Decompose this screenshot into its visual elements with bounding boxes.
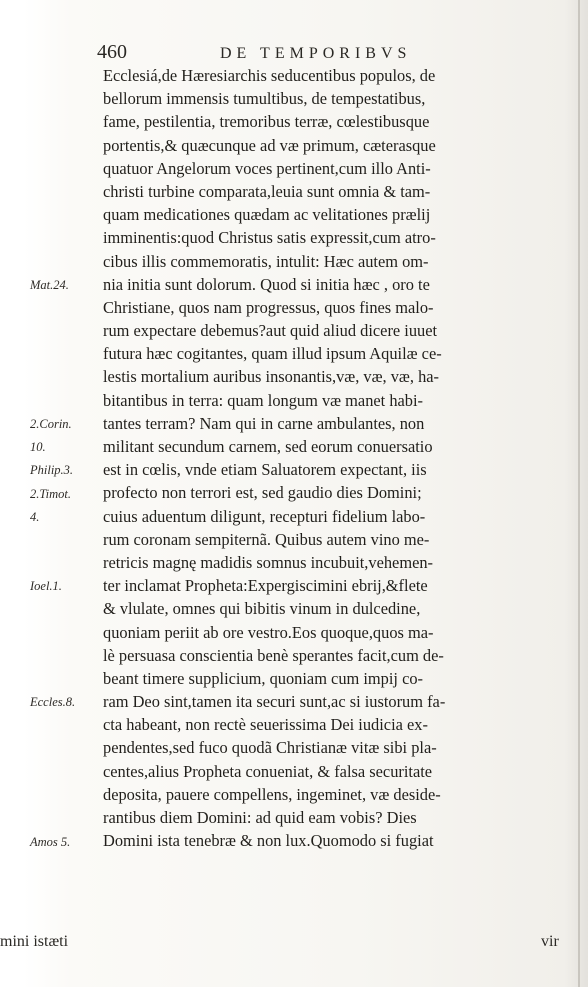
text-line: quoniam periit ab ore vestro.Eos quoque,quos ma-	[103, 622, 434, 642]
text-line: rum expectare debemus?aut quid aliud dicere iuuet	[103, 321, 438, 341]
text-line: cibus illis commemoratis, intulit: Hæc autem om-	[103, 251, 429, 271]
text-line: lè persuasa conscientia benè sperantes facit,cum de-	[103, 645, 444, 665]
margin-note: Philip.3.	[30, 463, 74, 478]
margin-note: Amos 5.	[30, 834, 71, 849]
text-line: ram Deo sint,tamen ita securi sunt,ac si iustorum fa-	[103, 692, 446, 712]
text-line: bitantibus in terra: quam longum væ manet habi-	[103, 390, 424, 410]
text-line: est in cœlis, vnde etiam Saluatorem expectant, iis	[103, 460, 427, 480]
margin-note: Mat.24.	[30, 277, 69, 292]
text-line: centes,alius Propheta conueniat, & falsa securitate	[103, 761, 433, 781]
text-line: pendentes,sed fuco quodã Christianæ vitæ sibi pla-	[103, 738, 437, 758]
text-line: militant secundum carnem, sed eorum conuersatio	[103, 437, 433, 456]
margin-note: Ioel.1.	[30, 579, 62, 594]
text-line: nia initia sunt dolorum. Quod si initia hæc , oro te	[103, 274, 430, 294]
running-title: DE TEMPORIBVS	[220, 45, 412, 62]
text-line: & vlulate, omnes qui bibitis vinum in dulcedine,	[103, 599, 421, 619]
margin-note: 10.	[30, 440, 46, 455]
body-text	[103, 64, 579, 852]
text-line: Domini ista tenebræ & non lux.Quomodo si fugiat	[103, 831, 434, 851]
text-line: rantibus diem Domini: ad quid eam vobis? Dies	[103, 808, 417, 827]
text-line: cta habeant, non rectè seuerissima Dei iudicia ex-	[103, 715, 428, 735]
text-line: ter inclamat Propheta:Expergiscimini ebrij,&flete	[103, 576, 428, 596]
text-line: fame, pestilentia, tremoribus terræ, cœlestibusque	[103, 112, 430, 132]
text-line: futura hæc cogitantes, quam illud ipsum Aquilæ ce-	[103, 344, 442, 364]
text-line: retricis magnę madidis somnus incubuit,vehemen-	[103, 552, 434, 572]
catchword: vir	[541, 933, 559, 950]
text-line: Ecclesiá,de Hæresiarchis seducentibus populos, de	[103, 66, 436, 85]
text-line: cuius aduentum diligunt, recepturi fidelium labo-	[103, 506, 426, 526]
text-line: quam medicationes quædam ac velitationes prælij	[103, 205, 431, 225]
text-line: Christiane, quos nam progressus, quos fines malo-	[103, 297, 434, 317]
page-number: 460	[97, 41, 127, 63]
text-line: rum coronam sempiternã. Quibus autem vino me-	[103, 529, 430, 549]
text-line: bellorum immensis tumultibus, de tempestatibus,	[103, 89, 426, 109]
text-line: imminentis:quod Christus satis expressit,cum atro-	[103, 228, 436, 248]
margin-note: 2.Corin.	[30, 417, 72, 431]
text-line: lestis mortalium auribus insonantis,væ, væ, væ, ha-	[103, 367, 439, 387]
facing-page-fragment: mini istæti	[0, 933, 69, 950]
text-line: profecto non terrori est, sed gaudio dies Domini;	[103, 483, 422, 503]
margin-note: 2.Timot.	[30, 486, 71, 501]
margin-note: 4.	[30, 509, 40, 524]
text-line: tantes terram? Nam qui in carne ambulantes, non	[103, 413, 425, 433]
text-line: portentis,& quæcunque ad væ primum, cæterasque	[103, 135, 436, 155]
text-line: christi turbine comparata,leuia sunt omnia & tam-	[103, 181, 431, 201]
text-line: beant timere supplicium, quoniam cum impij co-	[103, 668, 424, 688]
margin-note: Eccles.8.	[30, 695, 76, 710]
text-line: quatuor Angelorum voces pertinent,cum illo Anti-	[103, 158, 431, 178]
text-line: deposita, pauere compellens, ingeminet, væ deside-	[103, 784, 441, 804]
